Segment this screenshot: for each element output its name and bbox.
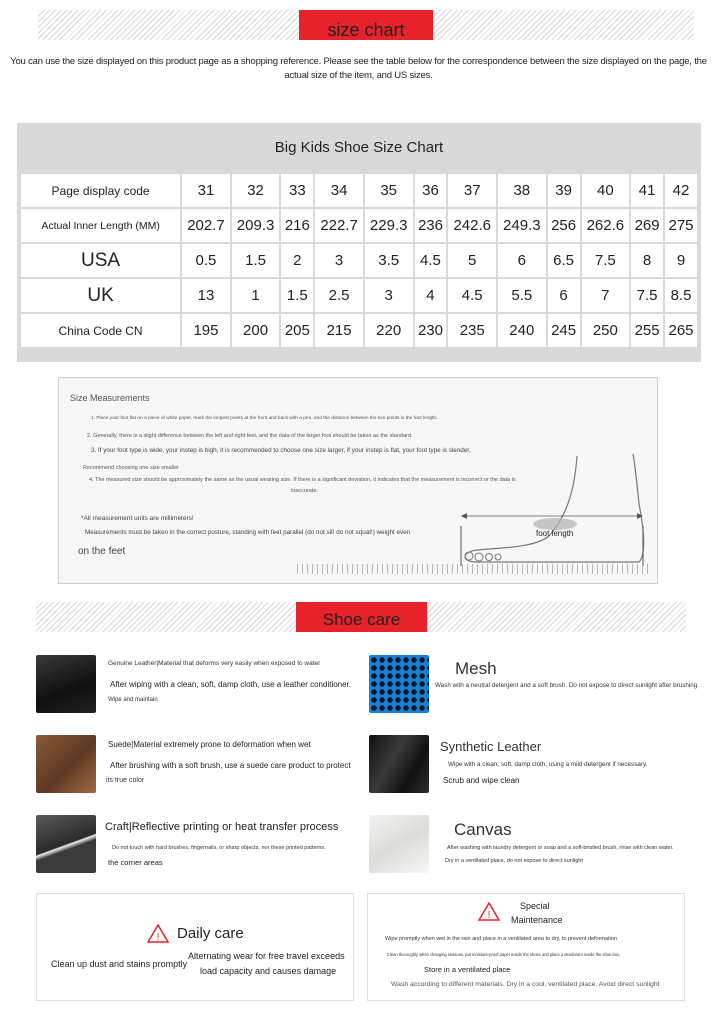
size-measurements-panel [58,377,658,584]
size-table-cell: 1.5 [231,243,281,278]
special-line-3: Store in a ventilated place [424,965,511,974]
measurements-title: Size Measurements [70,393,150,403]
special-title-line-1: Special [520,901,550,911]
size-table-cell: 7 [581,278,631,313]
measurements-note-1: *All measurement units are millimeters! [81,515,194,522]
size-chart-banner [299,10,433,40]
size-table-cell: 38 [497,173,547,208]
size-table-row-label: UK [20,278,181,313]
size-table-cell: 4.5 [414,243,448,278]
synthetic-swatch-image [369,735,429,793]
size-table-cell: 33 [280,173,314,208]
mesh-line-1: Wash with a neutral detergent and a soft brush. Do not expose to direct sunlight after brushing. [435,682,700,689]
size-table-title: Big Kids Shoe Size Chart [274,139,444,156]
size-table-cell: 6 [547,278,581,313]
size-table-cell: 0.5 [181,243,231,278]
size-table-cell: 202.7 [181,208,231,243]
size-table-row-label: Page display code [20,173,181,208]
suede-swatch-image [36,735,96,793]
size-table-row-label: China Code CN [20,313,181,348]
special-line-2: Clean thoroughly when changing seasons, put moisture-proof paper inside the shoes and place a deodorant inside the shoe box, [387,952,621,957]
size-table-cell: 8.5 [664,278,698,313]
size-table-row [20,173,698,208]
size-table-cell: 36 [414,173,448,208]
size-table-row [20,243,698,278]
svg-text:!: ! [487,910,491,921]
measurements-note-2: Measurements must be taken in the correct posture, standing with feet parallel (do not sit! do not squat!) weight even [85,529,411,536]
size-table-row [20,278,698,313]
size-table-cell: 31 [181,173,231,208]
size-table-cell: 41 [630,173,664,208]
size-table-row [20,208,698,243]
daily-care-card [36,893,354,1001]
special-title-line-2: Maintenance [511,915,563,925]
size-table-cell: 6 [497,243,547,278]
measurements-step-2: 2. Generally, there is a slight difference between the left and right feet, and the data of the larger foot should be taken as the standard. [87,433,413,439]
size-table-cell: 5.5 [497,278,547,313]
svg-text:!: ! [156,932,160,943]
special-maintenance-card [367,893,685,1001]
canvas-line-1: After washing with laundry detergent or soap and a soft-bristled brush, rinse with clean water. [447,845,674,851]
special-line-1: Wipe promptly when wet in the rain and place in a ventilated area to dry, to prevent deformation [385,936,617,942]
daily-care-left-text: Clean up dust and stains promptly [51,959,188,969]
measurements-note-3: on the feet [78,546,126,557]
size-table-cell: 9 [664,243,698,278]
size-table-cell: 200 [231,313,281,348]
size-table-cell: 230 [414,313,448,348]
size-chart-title: size chart [327,20,405,40]
measurements-step-3b: Recommend choosing one size smaller [83,465,179,471]
size-table-cell: 250 [581,313,631,348]
suede-heading: Suede|Material extremely prone to deformation when wet [108,740,311,749]
size-table-cell: 249.3 [497,208,547,243]
size-table-cell: 42 [664,173,698,208]
measurements-step-4: 4. The measured size should be approximately the same as the usual wearing size. If there is a significant deviation, it indicates that the measurement is incorrect or the data is [89,477,516,483]
measurements-step-1: 1. Place your foot flat on a piece of white paper, mark the longest points at the front and back with a pen, and the distance between the two points is the foot length. [91,416,438,421]
size-table-cell: 229.3 [364,208,414,243]
size-table-cell: 262.6 [581,208,631,243]
synthetic-line-1: Wipe with a clean, soft, damp cloth, using a mild detergent if necessary. [448,761,648,768]
leather-swatch-image [36,655,96,713]
size-table-cell: 3.5 [364,243,414,278]
shoe-care-title: Shoe care [322,610,401,629]
measurement-ruler [297,564,649,574]
size-table-cell: 5 [447,243,497,278]
size-table [19,172,699,349]
size-table-cell: 2.5 [314,278,364,313]
measurements-step-3: 3. If your foot type is wide, your instep is high, it is recommended to choose one size larger, if your instep is flat, your foot type is slender, [91,447,471,454]
special-line-4: Wash according to different materials. Dry in a cool, ventilated place. Avoid direct sunlight [391,981,660,988]
size-table-cell: 255 [630,313,664,348]
size-table-cell: 39 [547,173,581,208]
size-table-cell: 242.6 [447,208,497,243]
size-table-cell: 215 [314,313,364,348]
size-table-cell: 269 [630,208,664,243]
mesh-heading: Mesh [455,659,497,678]
daily-care-right-line-1: Alternating wear for free travel exceeds [188,951,345,961]
suede-line-1: After brushing with a soft brush, use a suede care product to protect [110,761,351,770]
size-table-cell: 245 [547,313,581,348]
size-table-row-label: Actual Inner Length (MM) [20,208,181,243]
warning-icon [147,924,169,943]
size-table-cell: 235 [447,313,497,348]
size-chart-intro: You can use the size displayed on this product page as a shopping reference. Please see the table below for the correspondence between the size displayed on the page, the actual size of the item, and US sizes. [10,56,707,81]
size-table-cell: 32 [231,173,281,208]
suede-line-2: its true color [106,777,145,784]
size-table-row [20,313,698,348]
daily-care-title: Daily care [177,925,244,942]
craft-line-2: the corner areas [108,858,163,867]
canvas-heading: Canvas [454,820,512,839]
canvas-line-2: Dry in a ventilated place, do not expose to direct sunlight [445,858,583,864]
synthetic-line-2: Scrub and wipe clean [443,776,520,785]
size-table-cell: 256 [547,208,581,243]
size-table-cell: 7.5 [630,278,664,313]
size-table-cell: 1.5 [280,278,314,313]
size-table-cell: 209.3 [231,208,281,243]
craft-swatch-image [36,815,96,873]
leather-line-1: After wiping with a clean, soft, damp cloth, use a leather conditioner. [110,680,352,689]
shoe-care-banner [296,602,427,632]
size-table-cell: 216 [280,208,314,243]
warning-icon [478,902,500,921]
size-table-cell: 34 [314,173,364,208]
craft-line-1: Do not touch with hard brushes, fingernails, or sharp objects, nor these printed patterns. [112,845,326,851]
leather-line-2: Wipe and maintain [108,697,158,703]
size-table-cell: 6.5 [547,243,581,278]
size-table-cell: 236 [414,208,448,243]
size-table-cell: 35 [364,173,414,208]
size-table-cell: 40 [581,173,631,208]
size-table-cell: 195 [181,313,231,348]
size-table-row-label: USA [20,243,181,278]
size-table-cell: 13 [181,278,231,313]
foot-outline-icon [457,444,653,566]
size-table-cell: 3 [314,243,364,278]
daily-care-right-line-2: load capacity and causes damage [200,966,337,976]
size-table-cell: 2 [280,243,314,278]
size-table-cell: 4.5 [447,278,497,313]
size-table-cell: 220 [364,313,414,348]
size-table-panel [17,123,701,362]
synthetic-heading: Synthetic Leather [440,739,542,754]
leather-heading: Genuine Leather|Material that deforms very easily when exposed to water [108,660,321,667]
mesh-swatch-image [369,655,429,713]
canvas-swatch-image [369,815,429,873]
size-table-cell: 275 [664,208,698,243]
foot-length-label: foot length [536,529,574,538]
measurements-step-4b: inaccurate. [291,488,318,494]
size-table-cell: 205 [280,313,314,348]
craft-heading: Craft|Reflective printing or heat transfer process [105,821,339,833]
size-table-cell: 37 [447,173,497,208]
size-table-cell: 7.5 [581,243,631,278]
size-table-cell: 3 [364,278,414,313]
size-table-cell: 1 [231,278,281,313]
size-table-cell: 240 [497,313,547,348]
size-table-cell: 8 [630,243,664,278]
size-table-cell: 222.7 [314,208,364,243]
size-table-cell: 4 [414,278,448,313]
size-table-cell: 265 [664,313,698,348]
